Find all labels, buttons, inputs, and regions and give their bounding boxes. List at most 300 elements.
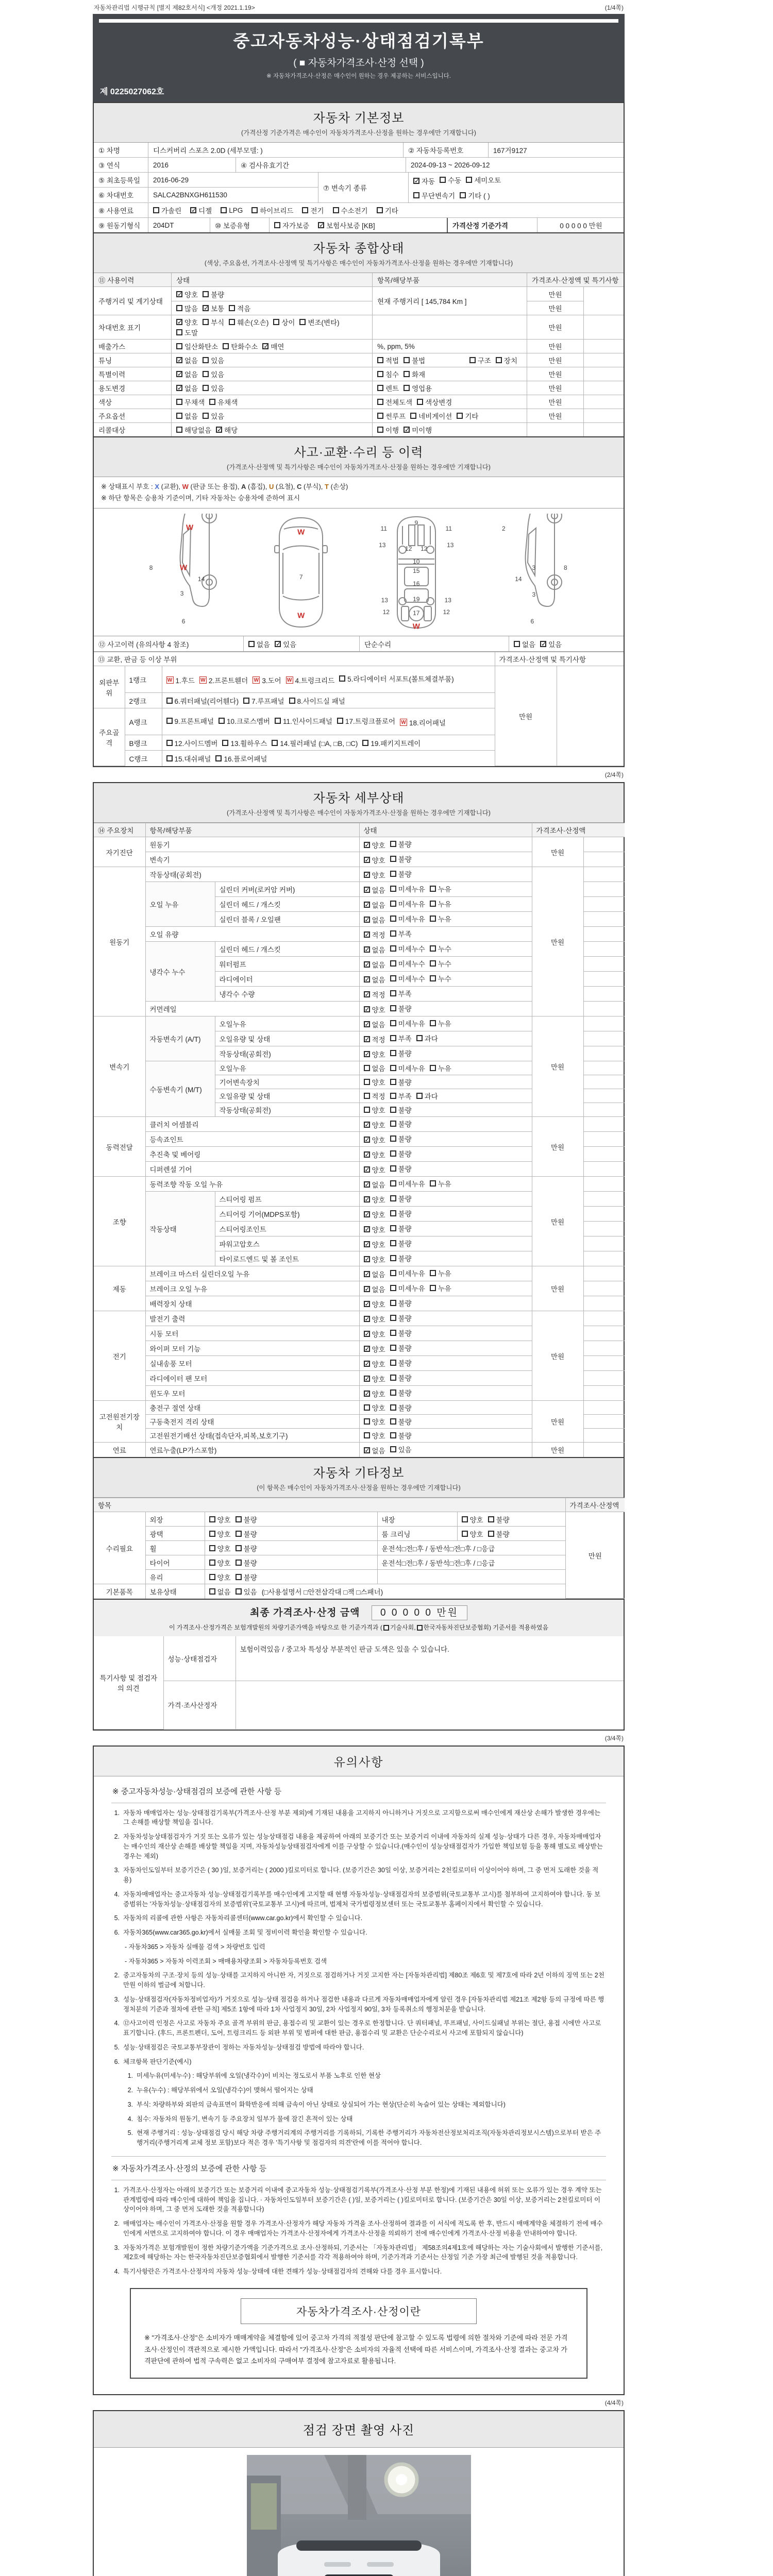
state-checks <box>359 1429 532 1443</box>
checkbox-label: 없음 <box>184 385 198 393</box>
checkbox-label: 없음 <box>184 357 198 365</box>
basic-info-table <box>94 143 624 232</box>
part-label: 9.프론트패널 <box>174 718 214 726</box>
checkbox-label: 양호 <box>372 1151 385 1160</box>
checkbox <box>364 1079 370 1085</box>
checkbox: ✓ <box>364 1300 370 1308</box>
checkbox <box>215 755 222 761</box>
checkbox-label: 불량 <box>398 1136 412 1144</box>
first-reg-label: ⑤ 최초등록일 <box>98 177 141 184</box>
part-label: 6.쿼터패널(리어휀다) <box>174 697 239 705</box>
checkbox-option <box>274 220 309 230</box>
year-value: 2016 <box>148 158 236 172</box>
price-cell: 만원 <box>532 867 583 1016</box>
status-code: U <box>269 483 274 490</box>
checkbox-label: 불량 <box>398 1375 412 1383</box>
damage-mark: W <box>180 563 188 572</box>
item-label: 유리 <box>145 1570 205 1584</box>
detail-row <box>94 1443 625 1458</box>
checkbox-option <box>404 369 425 379</box>
price-cell: 만원 <box>527 315 583 339</box>
part-label: 14.필러패널 (□A, □B, □C) <box>280 739 358 748</box>
checkbox <box>390 1065 396 1071</box>
etc-info-table <box>94 1498 624 1599</box>
checkbox-label: 불량 <box>398 1165 412 1174</box>
checkbox <box>251 207 258 213</box>
checkbox-label: 미이행 <box>412 427 432 434</box>
price-cell: 만원 <box>527 395 583 409</box>
checkbox-option <box>364 870 385 880</box>
item-label: 와이퍼 모터 기능 <box>145 1341 359 1356</box>
notice-item <box>111 1995 606 2014</box>
status-code-desc: (부식), <box>301 483 323 490</box>
checkbox <box>364 1404 370 1411</box>
checkbox <box>223 343 229 349</box>
checkbox-option <box>364 1179 385 1190</box>
state-checks <box>171 409 372 422</box>
extra-cell <box>583 1075 625 1089</box>
checkbox-option <box>390 988 412 998</box>
detail-row <box>94 1266 625 1281</box>
checkbox: ✓ <box>364 1447 370 1454</box>
checkbox-label: 불량 <box>398 1210 412 1218</box>
checkbox-option <box>390 1444 412 1454</box>
checkbox-option <box>251 205 293 215</box>
checkbox-label: 미세누유 <box>398 1065 425 1073</box>
item-number: 6. <box>114 2058 120 2065</box>
checkbox-option <box>229 317 268 327</box>
status-code-legend <box>101 481 616 493</box>
report-header <box>93 14 625 102</box>
checkbox <box>390 1195 396 1201</box>
checkbox-label: 누유 <box>438 916 451 924</box>
checkbox <box>390 841 396 847</box>
usage-label: 배출가스 <box>98 343 126 351</box>
extra-cell <box>583 1117 625 1132</box>
part-label: 4.트렁크리드 <box>295 677 335 685</box>
notice-list-2 <box>111 1971 606 2148</box>
status-code: X <box>155 483 159 490</box>
opinion-table <box>94 1636 624 1730</box>
part-label: 11.인사이드패널 <box>282 718 332 726</box>
checkbox-option <box>390 958 425 969</box>
checkbox <box>390 1165 396 1172</box>
column-header: 상태 <box>171 273 372 286</box>
checkbox <box>209 1588 215 1595</box>
checkbox-label: 양호 <box>372 1122 385 1130</box>
checkbox-label: 없음 <box>372 902 385 910</box>
checkbox-label: 있음 <box>211 371 225 379</box>
checkbox-label: 양호 <box>372 1331 385 1339</box>
checkbox <box>209 1574 215 1580</box>
section-title: 자동차 세부상태 <box>313 791 405 806</box>
checkbox: ✓ <box>364 841 370 849</box>
usage-history-row <box>94 353 624 367</box>
checkbox-label: 없음 <box>184 413 198 420</box>
item-number: 2. <box>127 2087 133 2094</box>
checkbox-label: 양호 <box>372 1051 385 1059</box>
checkbox <box>488 1531 494 1537</box>
checkbox-label: 무채색 <box>184 399 205 406</box>
checkbox-label: 누수 <box>438 960 451 969</box>
base-price-label: 가격산정 기준가격 <box>447 218 537 232</box>
part-label: 2.프론트휀더 <box>208 677 248 685</box>
notice-item <box>111 2043 606 2053</box>
checkbox-label: 부족 <box>398 930 412 939</box>
checkbox-option <box>364 974 385 985</box>
checkbox-label: 누유 <box>438 886 451 894</box>
checkbox-label: 불량 <box>398 1107 412 1115</box>
checkbox-label: 누유 <box>438 901 451 909</box>
panel-number: 13 <box>381 597 388 604</box>
item-text: ⑫사고이력 인정은 사고로 자동차 주요 골격 부위의 판금, 용접수리 및 교환이 있는 경우로 한정합니다. 단 쿼터패널, 루프패널, 사이드실패널 부위는 절단, 용접 시에만 사고로 표기합니다. (후드, 프론트펜더, 도어, 트렁크리드 등 외판 부위 및 범퍼에 대한 판금, 용접수리 및 교환은 단순수리로서 사고에 포함되지 않습니다) <box>123 2020 601 2037</box>
header-white-bar <box>99 19 618 23</box>
status-code-desc: (흠집), <box>246 483 267 490</box>
checkbox-option <box>364 1299 385 1309</box>
part-option <box>289 696 345 706</box>
checkbox-label: 불량 <box>398 1225 412 1233</box>
checkbox-option <box>236 1586 257 1597</box>
panel-number: 7 <box>299 573 303 581</box>
checkbox <box>466 177 472 183</box>
bullet-text: - 자동차365 > 자동차 실매물 검색 > 차량번호 입력 <box>125 1943 265 1951</box>
checkbox-option <box>390 1283 425 1293</box>
state-checks <box>359 987 532 1002</box>
checkbox <box>462 1516 468 1522</box>
checkbox <box>364 1107 370 1113</box>
checkbox <box>390 1210 396 1216</box>
notice-list-1 <box>111 1808 606 1967</box>
price-cell: 만원 <box>527 353 583 367</box>
checkbox-option <box>390 1133 412 1144</box>
checkbox <box>390 1446 396 1452</box>
checkbox-option <box>390 1328 412 1338</box>
checkbox-option <box>203 303 224 313</box>
section-etc-header <box>94 1457 624 1498</box>
criteria-item <box>125 2114 606 2124</box>
item-label: 실린더 헤드 / 개스킷 <box>215 897 359 912</box>
checkbox-label: 미세누유 <box>398 1020 425 1028</box>
checkbox-option <box>364 1402 385 1413</box>
checkbox: ✓ <box>364 916 370 924</box>
checkbox-label: 양호 <box>469 1516 483 1524</box>
checkbox-option <box>430 1018 451 1028</box>
checkbox <box>416 1035 423 1041</box>
checkbox: ✓ <box>364 1241 370 1248</box>
checkbox-option <box>364 1134 385 1145</box>
state-checks <box>457 1527 565 1541</box>
column-header: 항목/해당부품 <box>145 823 359 837</box>
price-cell: 만원 <box>527 340 583 353</box>
checkbox <box>514 641 520 647</box>
item-text: 체크항목 판단기준(예시) <box>123 2058 192 2065</box>
checkbox-label: 양호 <box>372 1316 385 1324</box>
notice-item <box>111 1808 606 1828</box>
checkbox-option <box>176 383 198 393</box>
checkbox: ✓ <box>204 304 209 312</box>
damage-mark: W <box>297 611 305 620</box>
checkbox-option <box>176 327 198 337</box>
part-option <box>272 738 358 748</box>
rank-label: C랭크 <box>125 751 162 766</box>
state-checks <box>359 1192 532 1207</box>
checkbox <box>203 291 209 297</box>
checkbox: ✓ <box>177 318 183 326</box>
checkbox <box>417 399 423 405</box>
rank-label: 2랭크 <box>125 693 162 708</box>
usage-label: 튜닝 <box>98 357 112 365</box>
checkbox-label: 미세누수 <box>398 945 425 954</box>
fuel-label: ⑧ 사용연료 <box>98 207 134 215</box>
price-cell: 만원 <box>532 1016 583 1117</box>
checkbox <box>209 1516 215 1522</box>
checkbox: ✓ <box>364 1166 370 1174</box>
checkbox <box>390 1345 396 1351</box>
vin-value: SALCA2BNXGH611530 <box>148 188 318 202</box>
checkbox <box>390 1107 396 1113</box>
checkbox <box>221 207 227 213</box>
part-option <box>243 696 284 706</box>
checkbox-option <box>364 1034 385 1044</box>
state-checks <box>359 1207 532 1222</box>
checkbox-label: 양호 <box>217 1559 231 1567</box>
table-header-row <box>94 652 624 666</box>
checkbox <box>209 399 215 405</box>
checkbox-label: 보험사보증 [KB] <box>326 222 375 230</box>
price-cell: 만원 <box>565 1512 625 1599</box>
notice-item <box>111 2185 606 2214</box>
checkbox-label: 양호 <box>372 1301 385 1309</box>
checkbox-label: 불량 <box>398 1418 412 1427</box>
extra-cell <box>557 666 624 766</box>
checkbox <box>390 856 396 862</box>
usage-history-row <box>94 395 624 409</box>
note-option: 기술사회, <box>390 1624 416 1632</box>
state-checks <box>359 1132 532 1147</box>
table-row <box>94 187 318 202</box>
checkbox-option <box>364 885 385 895</box>
usage-history-row <box>94 381 624 395</box>
state-checks <box>359 1147 532 1162</box>
checkbox-option <box>176 341 218 351</box>
detail-row <box>94 1401 625 1415</box>
checkbox-option <box>203 411 224 421</box>
checkbox-option <box>364 989 385 999</box>
checkbox-label: 불량 <box>398 1360 412 1368</box>
checkbox <box>390 1180 396 1187</box>
checkbox <box>390 1300 396 1306</box>
checkbox-label: 불량 <box>398 1330 412 1338</box>
item-label: 발전기 출력 <box>145 1311 359 1326</box>
checkbox-option <box>209 1557 231 1568</box>
price-cell: 만원 <box>548 291 562 299</box>
extra-cell <box>583 1341 625 1356</box>
checkbox-label: 없음 <box>184 371 198 379</box>
item-label: 작동상태(공회전) <box>145 867 359 882</box>
checkbox-option <box>496 355 517 365</box>
item-number: 1. <box>127 2072 133 2080</box>
position-checks: 운전석□전□후 / 동반석□전□후 / □응급 <box>377 1541 565 1555</box>
state-checks <box>359 912 532 927</box>
checkbox <box>390 1315 396 1321</box>
device-group-label: 연료 <box>94 1443 145 1458</box>
checkbox: ✓ <box>364 1390 370 1398</box>
state-checks <box>457 1512 565 1527</box>
item-cell <box>372 340 527 353</box>
state-checks <box>171 395 372 409</box>
checkbox-option <box>390 1343 412 1353</box>
legend-prefix: ※ 상태표시 부호 : <box>101 483 155 490</box>
checkbox-label: 부식 <box>211 319 225 327</box>
checkbox-option <box>262 341 284 351</box>
checkbox-option <box>364 1416 385 1427</box>
item-label: 실내송풍 모터 <box>145 1356 359 1371</box>
info-box-title: 자동차가격조사·산정이란 <box>241 2298 477 2324</box>
extra-cell <box>583 1162 625 1177</box>
checkbox-label: 적정 <box>372 991 385 999</box>
state-checks <box>359 1103 532 1117</box>
checkbox <box>404 385 410 391</box>
checkbox-option <box>416 1033 438 1043</box>
part-label: 주요골격 <box>94 708 125 766</box>
detail-row <box>94 1311 625 1326</box>
checkbox-label: 훼손(오손) <box>237 319 269 327</box>
accident-history-label: ⑫ 사고이력 (유의사항 4 참조) <box>98 640 189 649</box>
first-reg-value: 2016-06-29 <box>148 173 318 187</box>
part-option <box>275 716 332 726</box>
extra-cell <box>583 987 625 1002</box>
checkbox-option <box>390 1208 412 1218</box>
checkbox: ✓ <box>364 1196 370 1204</box>
inspection-photos <box>94 2448 624 2576</box>
exchange-title: ⑬ 교환, 판금 등 이상 부위 <box>94 652 495 666</box>
extra-cell <box>583 1002 625 1016</box>
reg-no-label: ② 자동차등록번호 <box>403 143 488 157</box>
checkbox: ✓ <box>364 1050 370 1058</box>
checkbox: ✓ <box>364 1270 370 1278</box>
checkbox <box>430 901 436 907</box>
car-underbody-view <box>378 514 455 631</box>
notice-item <box>111 1832 606 1861</box>
checkbox <box>390 1150 396 1157</box>
table-row <box>94 143 624 157</box>
checkbox <box>166 740 173 746</box>
checkbox-option <box>236 1572 257 1582</box>
item-text: 자동차 매매업자는 성능·상태점검기록부(가격조사·산정 부분 제외)에 기재된 내용을 고지하지 아니하거나 거짓으로 고지함으로써 매수인에게 재산상 손해가 발생한 경우에는 그 손해를 배상할 책임을 집니다. <box>123 1809 601 1826</box>
damage-mark: W <box>412 622 420 631</box>
checkbox-option <box>364 1224 385 1234</box>
checkbox-label: 누유 <box>438 1065 451 1073</box>
checkbox-label: 양호 <box>372 1361 385 1369</box>
usage-history-row <box>94 315 624 339</box>
checkbox-option <box>377 411 406 421</box>
checkbox-label: 양호 <box>184 319 198 327</box>
appraiser-label: 가격·조사산정자 <box>163 1681 236 1729</box>
rank-items <box>162 666 495 693</box>
car-name-label: ① 차명 <box>98 147 120 155</box>
column-header: 가격조사·산정액 <box>565 1498 625 1512</box>
accident-history-checks <box>243 636 359 651</box>
section-overall-header <box>94 232 624 273</box>
checkbox-label: 가솔린 <box>161 207 182 215</box>
checkbox: ✓ <box>263 343 269 350</box>
checkbox-option <box>390 1018 425 1028</box>
holding-state-label: 보유상태 <box>145 1584 205 1599</box>
extra-cell <box>583 1429 625 1443</box>
section-subtitle: (이 항목은 매수인이 자동차가격조사·산정을 원하는 경우에만 기재합니다) <box>257 1484 461 1492</box>
detail-row <box>94 867 625 882</box>
item-text: 부식: 차량하부와 외판의 금속표면이 화학반응에 의해 금속이 아닌 상태로 상실되어 가는 현상(단순히 녹슬어 있는 상태는 제외합니다) <box>137 2100 506 2108</box>
checkbox-label: 불량 <box>243 1545 257 1553</box>
repair-needed-label: 수리필요 <box>94 1512 145 1584</box>
checkbox <box>390 916 396 922</box>
checkbox-option <box>462 1529 483 1539</box>
panel-number: 11 <box>380 525 388 533</box>
checkbox <box>390 1360 396 1366</box>
checkbox <box>390 990 396 996</box>
item-label: 광택 <box>145 1527 205 1541</box>
checkbox <box>390 1020 396 1026</box>
car-top-view <box>262 514 340 631</box>
checkbox <box>390 1432 396 1438</box>
item-label: 충전구 절연 상태 <box>145 1401 359 1415</box>
checkbox-label: 없음 <box>522 640 536 649</box>
part-option <box>166 738 218 748</box>
item-text: 자동차의 리콜에 관한 사항은 자동차리콜센터(www.car.go.kr)에서 확인할 수 있습니다. <box>123 1914 363 1922</box>
checkbox-label: 미세누유 <box>398 1180 425 1189</box>
item-number: 6. <box>114 1929 120 1937</box>
item-label: 변속기 <box>145 852 359 867</box>
item-text: 미세누유(미세누수) : 해당부위에 오일(냉각수)이 비치는 정도로서 부품 노후로 인한 현상 <box>137 2072 381 2080</box>
checkbox: ✓ <box>364 946 370 954</box>
checkbox-label: 양호 <box>372 1376 385 1384</box>
checkbox-option <box>390 1298 412 1308</box>
checkbox-label: 적정 <box>372 1036 385 1044</box>
checkbox-label: 누유 <box>438 1020 451 1028</box>
status-code-desc: (판금 또는 용접), <box>188 483 240 490</box>
panel-number: 8 <box>564 564 567 571</box>
checkbox-label: 누유 <box>438 1180 451 1189</box>
state-checks <box>205 1512 377 1527</box>
checkbox-label: 양호 <box>372 1079 385 1087</box>
item-label: 파워고압호스 <box>215 1236 359 1251</box>
checkbox-option <box>275 639 296 649</box>
panel-number: 19 <box>413 596 420 603</box>
part-option <box>166 716 214 726</box>
rank-label: B랭크 <box>125 735 162 751</box>
table-row <box>94 202 624 217</box>
checkbox-label: 양호 <box>469 1530 483 1538</box>
state-checks <box>205 1541 377 1555</box>
checkbox-label: 불량 <box>398 1079 412 1087</box>
item-label: 냉각수 수량 <box>215 987 359 1002</box>
state-checks <box>359 1117 532 1132</box>
table-row <box>94 172 624 202</box>
checkbox-option <box>430 958 451 969</box>
panel-number: 13 <box>379 541 386 549</box>
checkbox <box>236 1560 242 1566</box>
extra-cell <box>583 972 625 987</box>
checkbox <box>413 192 419 198</box>
checkbox-label: 있음 <box>243 1588 257 1596</box>
part-option <box>253 675 281 685</box>
report-subtitle: ( ■ 자동차가격조사·산정 선택 ) <box>293 58 424 69</box>
extra-cell <box>583 912 625 927</box>
extra-cell <box>583 381 625 395</box>
checkbox-option <box>430 1178 451 1189</box>
table-header-row <box>94 1498 625 1512</box>
checkbox <box>236 1545 242 1551</box>
